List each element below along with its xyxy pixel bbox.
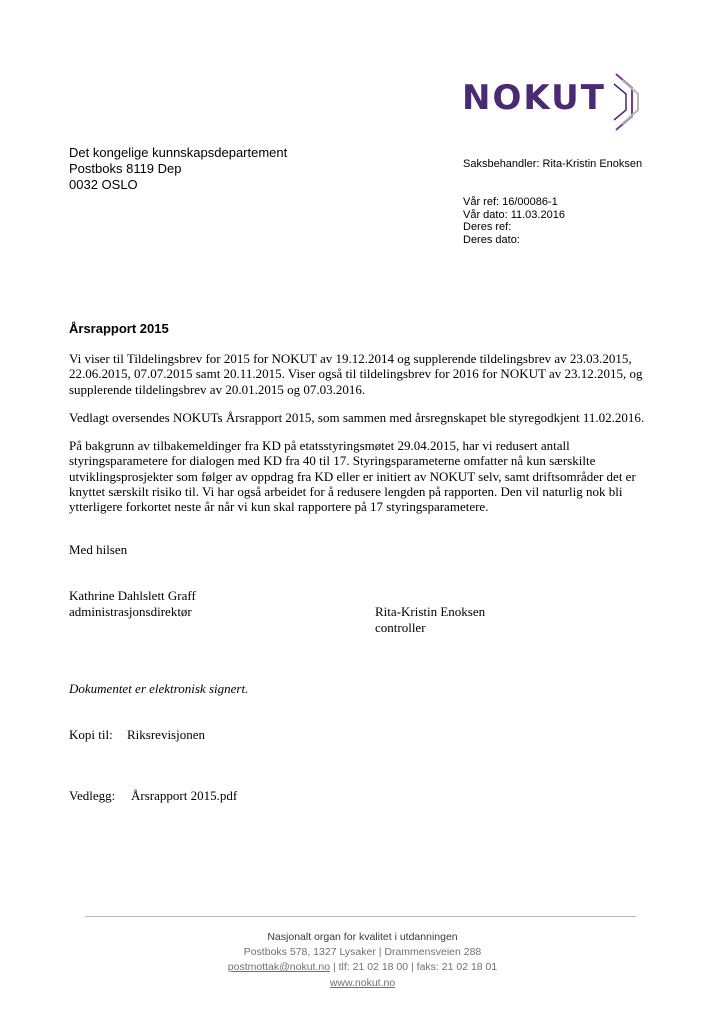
footer-website-link[interactable]: www.nokut.no: [329, 976, 396, 989]
recipient-line: 0032 OSLO: [69, 177, 138, 192]
our-date: Vår dato: 11.03.2016: [463, 208, 565, 221]
attachment-row: [69, 788, 237, 803]
body-paragraph: På bakgrunn av tilbakemeldinger fra KD på etatsstyringsmøtet 29.04.2015, har vi redusert antall styringsparametere for dialogen med KD fra 40 til 17. Styringsparameterne omfatter nå kun særskilte utviklingsprosjekter som følger av oppdrag fra KD eller er initiert av NOKUT selv, samt driftsområder det er knyttet særskilt risiko til. Vi har også arbeidet for å redusere lengden på rapporten. Den vil naturlig nok bli ytterligere forkortet neste år når vi kun skal rapportere på 17 styringsparametere.: [69, 438, 636, 515]
footer-org-name: Nasjonalt organ for kvalitet i utdanningen: [267, 931, 458, 943]
signer-title: administrasjonsdirektør: [69, 603, 192, 619]
attachment-label: Vedlegg:: [69, 788, 116, 803]
signer-name: Rita-Kristin Enoksen: [375, 604, 486, 619]
document-title: Årsrapport 2015: [69, 321, 169, 336]
footer-divider: [85, 916, 636, 917]
body-paragraph: Vedlagt oversendes NOKUTs Årsrapport 2015, som sammen med årsregnskapet ble styregodkjent 11.02.2016.: [69, 410, 645, 425]
signature-block-2: [375, 604, 485, 635]
footer-email-link[interactable]: postmottak@nokut.no: [227, 961, 331, 974]
our-ref: Vår ref: 16/00086-1: [463, 196, 558, 208]
body-paragraph: Vi viser til Tildelingsbrev for 2015 for NOKUT av 19.12.2014 og supplerende tildelingsbrev av 23.03.2015, 22.06.2015, 07.07.2015 samt 20.11.2015. Viser også til tildelingsbrev for 2016 for NOKUT av 23.12.2015, og supplerende tildelingsbrev av 20.01.2015 og 07.03.2016.: [69, 351, 643, 397]
signature-block-1: [69, 588, 196, 619]
copy-to-row: [69, 727, 205, 742]
logo-wordmark: NOKUT: [462, 78, 606, 118]
greeting: Med hilsen: [69, 542, 128, 557]
footer-contact: [0, 960, 725, 975]
copy-to-value: Riksrevisjonen: [127, 727, 205, 742]
attachment-value: Årsrapport 2015.pdf: [131, 788, 238, 803]
footer: [0, 930, 725, 991]
your-date: Deres dato:: [463, 233, 520, 246]
nokut-logo: [462, 70, 642, 134]
electronic-signature-note: Dokumentet er elektronisk signert.: [69, 681, 249, 696]
reference-block: [463, 196, 565, 246]
your-ref: Deres ref:: [463, 221, 512, 233]
footer-address: Postboks 578, 1327 Lysaker | Drammensveien 288: [243, 946, 482, 959]
copy-to-label: Kopi til:: [69, 727, 113, 742]
hexagon-logo-icon: [612, 70, 642, 134]
caseworker: Saksbehandler: Rita-Kristin Enoksen: [463, 158, 643, 170]
recipient-address: [69, 145, 287, 193]
recipient-line: Postboks 8119 Dep: [69, 161, 182, 176]
signer-name: Kathrine Dahlslett Graff: [69, 588, 196, 603]
recipient-line: Det kongelige kunnskapsdepartement: [69, 145, 288, 160]
signer-title: controller: [375, 619, 426, 635]
footer-phone-fax: | tlf: 21 02 18 00 | faks: 21 02 18 01: [330, 961, 498, 974]
